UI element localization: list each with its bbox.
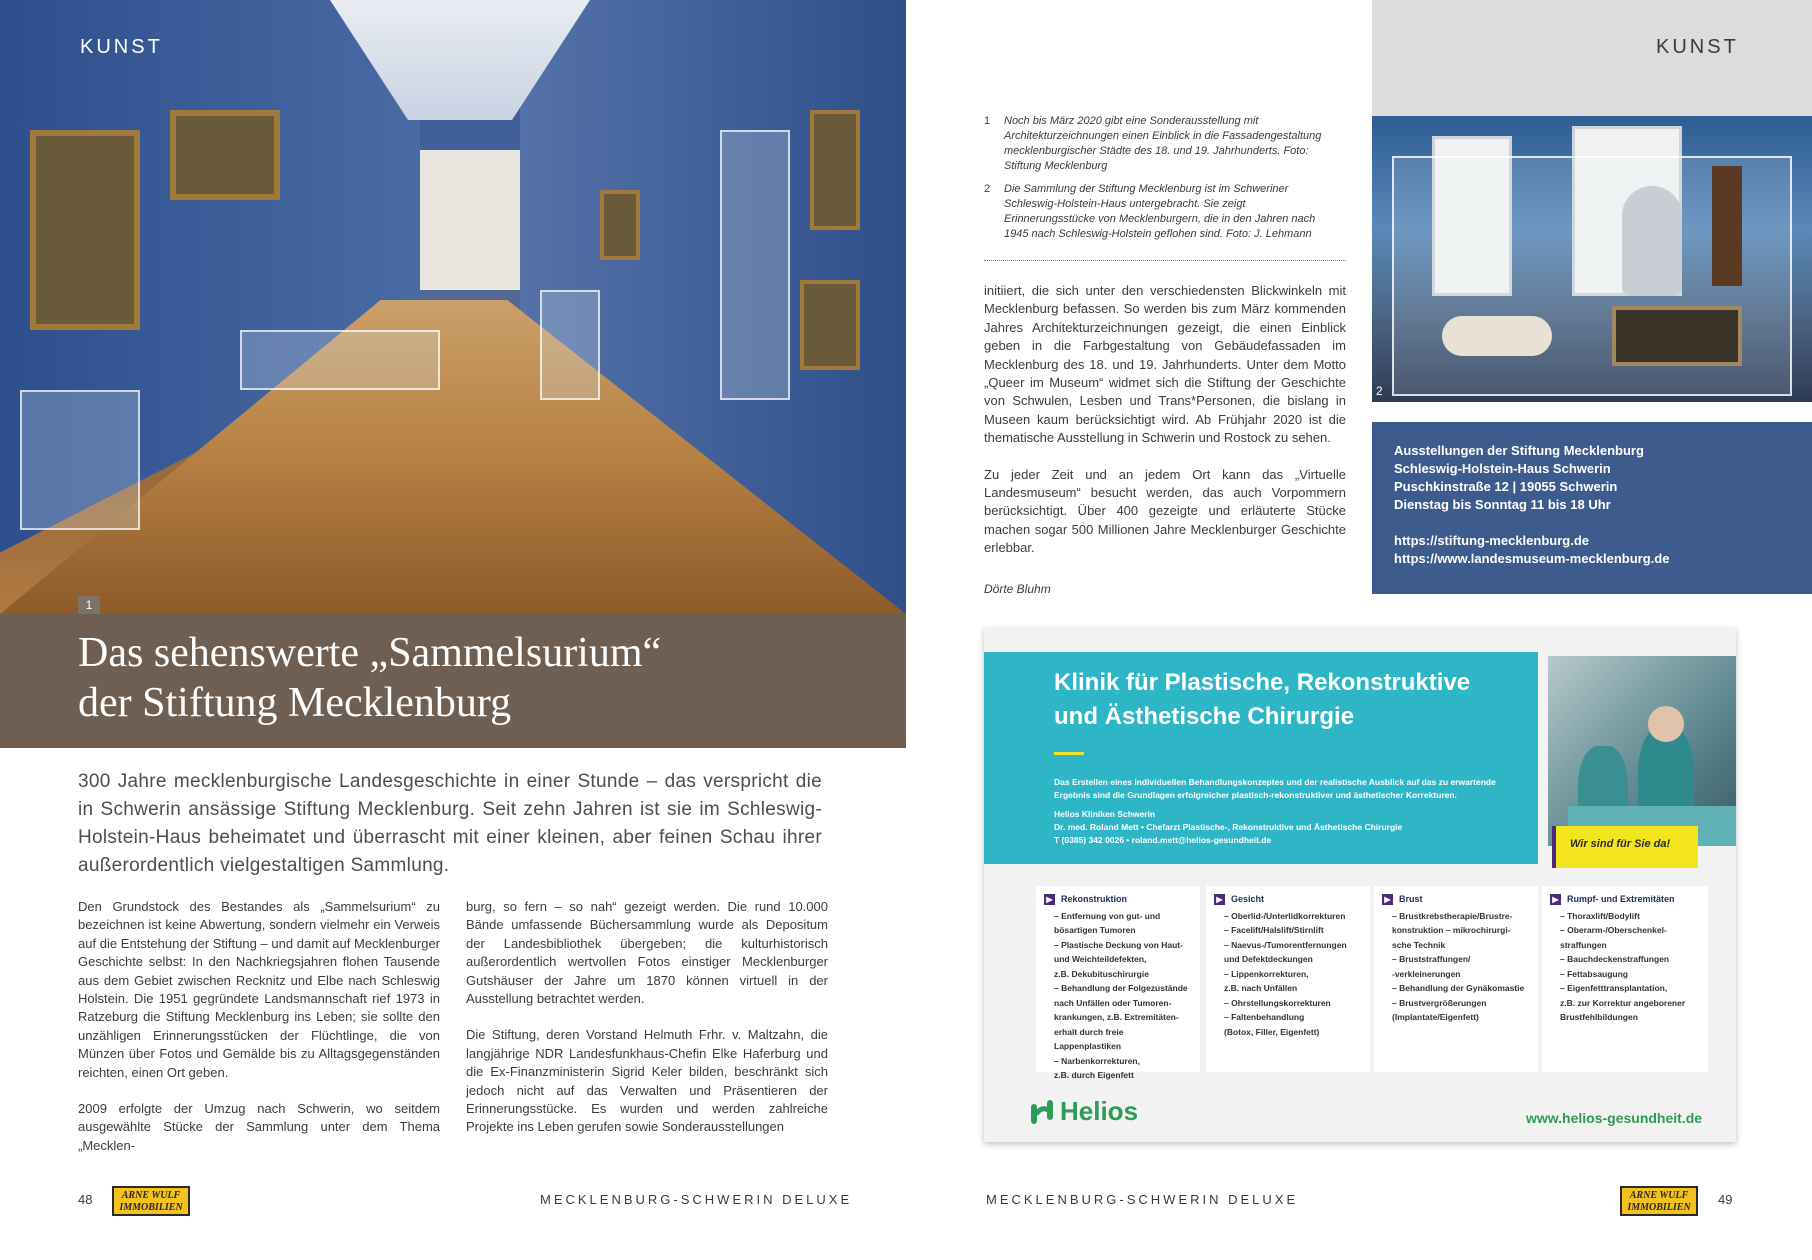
ad-item: – Thoraxlift/Bodylift [1560,910,1640,921]
ad-item: – Behandlung der Gynäkomastie [1392,983,1525,993]
body-column [984,282,1346,558]
surgeon-head [1648,706,1684,742]
info-line: Puschkinstraße 12 | 19055 Schwerin [1394,479,1618,494]
silver-cup [1622,186,1682,296]
exhibition-info-box [1372,422,1812,594]
caption-text: Noch bis März 2020 gibt eine Sonderausstellung mit Architekturzeichnungen einen Einblick in die Fassadengestaltung mecklenburgischer Städte des 18. und 19. Jahrhunderts. Foto: Stiftung Mecklenburg [1004,115,1322,172]
arne-wulf-logo [112,1186,190,1216]
page-number: 48 [78,1192,93,1207]
painting-frame [800,280,860,370]
ad-column-title: Brust [1399,894,1423,904]
body-column [78,898,440,1155]
title-line: der Stiftung Mecklenburg [78,680,512,726]
display-case [20,390,140,530]
ad-item: z.B. durch Eigenfett [1054,1070,1134,1080]
ad-item: – Ohrstellungskorrekturen [1224,997,1331,1008]
ad-item: – Faltenbehandlung [1224,1012,1305,1022]
collection-photo [1372,116,1812,402]
ad-item: – Fettabsaugung [1560,968,1629,979]
ad-item: – Bruststraffungen/ [1392,954,1471,964]
ad-clinic: Helios Kliniken Schwerin [1054,809,1156,819]
ad-intro: Das Erstellen eines individuellen Behandlungskonzeptes und der realistische Ausblick auf das zu erwartende Ergebnis sind die Grundlagen erfolgreicher plastisch-rekonstruktiver und ästhetischer Korrekturen. [1054,777,1496,800]
ad-item: – Behandlung der Folgezustände [1054,983,1188,993]
paragraph: 2009 erfolgte der Umzug nach Schwerin, wo seitdem ausgewählte Stücke der Sammlung unter dem Thema „Mecklen- [78,1101,440,1153]
photo-captions [984,114,1334,250]
ad-headline-line: Klinik für Plastische, Rekonstruktive [1054,669,1471,696]
chevron-right-icon: ▶ [1550,894,1561,905]
painting-frame [170,110,280,200]
logo-text: IMMOBILIEN [1627,1202,1691,1213]
ad-website-link[interactable]: www.helios-gesundheit.de [1526,1110,1703,1126]
chevron-right-icon: ▶ [1044,894,1055,905]
ad-service-column [1206,886,1370,1072]
chevron-right-icon: ▶ [1382,894,1393,905]
magazine-footer: MECKLENBURG-SCHWERIN DELUXE [540,1192,853,1207]
figure-number: 1 [78,596,100,614]
caption-number: 2 [984,183,991,195]
helios-logo [1030,1096,1138,1127]
page-number: 49 [1718,1192,1733,1207]
ad-item: – Eigenfetttransplantation, [1560,983,1668,993]
ad-item: – Facelift/Halslift/Stirnlift [1224,925,1324,935]
ad-item: – Oberlid-/Unterlidkorrekturen [1224,910,1346,921]
ad-item: (Implantate/Eigenfett) [1392,1012,1479,1022]
section-label: KUNST [1656,36,1739,58]
article-lead: 300 Jahre mecklenburgische Landesgeschichte in einer Stunde – das verspricht die in Schwerin ansässige Stiftung Mecklenburg. Seit zehn Jahren ist sie im Schleswig-Holstein-Haus beheimatet und überrascht mit einer kleinen, aber feinen Schau ihrer außerordentlich vielgestaltigen Sammlung. [78,771,822,876]
info-line: Schleswig-Holstein-Haus Schwerin [1394,461,1611,476]
caption-number: 1 [984,115,991,127]
logo-text: IMMOBILIEN [119,1202,183,1213]
ad-column-title: Gesicht [1231,894,1265,904]
logo-text: ARNE WULF [121,1190,181,1201]
ad-item: konstruktion – mikrochirurgi- [1392,925,1511,935]
ad-item: – Entfernung von gut- und [1054,910,1161,921]
caption [984,114,1334,174]
grey-header-block [1372,0,1812,116]
ad-item: – Naevus-/Tumorentfernungen [1224,939,1347,950]
ad-item: z.B. zur Korrektur angeborener [1560,997,1686,1008]
title-line: Das sehenswerte „Sammelsurium“ [78,630,662,676]
figure-number: 2 [1376,384,1383,398]
info-line: Dienstag bis Sonntag 11 bis 18 Uhr [1394,497,1611,512]
ad-item: – Plastische Deckung von Haut- [1054,939,1183,950]
porcelain-cups [1442,316,1552,356]
ad-item: (Botox, Filler, Eigenfett) [1224,1026,1320,1037]
ad-column-heading [1044,892,1192,907]
ad-item: – Lippenkorrekturen, [1224,968,1309,979]
ad-item: Brustfehlbildungen [1560,1012,1638,1022]
ad-item: und Weichteildefekten, [1054,954,1147,964]
ad-item: z.B. Dekubituschirurgie [1054,968,1149,979]
arne-wulf-logo [1620,1186,1698,1216]
ad-headline [1054,666,1514,734]
paragraph: Den Grundstock des Bestandes als „Sammelsurium“ zu bezeichnen ist keine Abwertung, sondern vielmehr ein Verweis auf die Entstehung der Stiftung – und damit auf Mecklenburger Geschichte selbst: In den Nachkriegsjahren flohen Tausende aus dem Gebiet zwischen Recknitz und Elbe nach Schleswig Holstein. Die 1951 gegründete Landsmannschaft rief 1973 in Ratzeburg die Stiftung Mecklenburg ins Leben; sie sollte den unzähligen Erinnerungsstücken der Flüchtlinge, die von Münzen über Fotos und Gemälde bis zu Alltagsgegenständen reichten, einen Ort geben. [78,899,440,1080]
helios-brand-text: Helios [1060,1096,1139,1126]
ad-doctor: Dr. med. Roland Mett • Chefarzt Plastische-, Rekonstruktive und Ästhetische Chirurgie [1054,822,1403,832]
caption-divider [984,260,1346,261]
article-title [78,628,898,728]
ad-item: – Narbenkorrekturen, [1054,1055,1140,1066]
body-column [466,898,828,1137]
ad-item: straffungen [1560,939,1607,950]
ad-item: z.B. nach Unfällen [1224,983,1298,993]
ad-contact: T (0385) 342 0026 • roland.mett@helios-gesundheit.de [1054,835,1272,845]
paragraph: Die Stiftung, deren Vorstand Helmuth Frhr. v. Maltzahn, die langjährige NDR Landesfunkhaus-Chefin Elke Haferburg und die Ex-Finanzministerin Sigrid Keler bilden, beschränkt sich jedoch nicht auf das Verwalten und Präsentieren der Erinnerungsstücke. Es wurden und werden zahlreiche Projekte ins Leben gerufen sowie Sonderausstellungen [466,1027,828,1135]
section-label: KUNST [80,36,163,58]
caption [984,182,1334,242]
display-case [240,330,440,390]
ad-item: erhalt durch freie Lappenplastiken [1054,1026,1124,1051]
ad-column-heading [1550,892,1700,907]
painting-frame [30,130,140,330]
surgery-photo [1548,656,1736,846]
ad-item: – Oberarm-/Oberschenkel- [1560,925,1667,935]
ad-item: krankungen, z.B. Extremitäten- [1054,1012,1179,1022]
painting-frame [600,190,640,260]
ad-column-heading [1214,892,1362,907]
ornate-box [1612,306,1742,366]
ad-accent-rule [1054,752,1084,755]
paragraph: burg, so fern – so nah“ gezeigt werden. Die rund 10.000 Bände umfassende Büchersammlung wurde als Depositum der Landesbibliothek übergeben; die kulturhistorisch außerordentlich wertvollen Fotos einstiger Mecklenburger Gutshäuser der Jahre um 1870 können virtuell in der Ausstellung betrachtet werden. [466,899,828,1007]
ad-headline-line: und Ästhetische Chirurgie [1054,703,1355,730]
chevron-right-icon: ▶ [1214,894,1225,905]
ad-column-heading [1382,892,1530,907]
author-byline: Dörte Bluhm [984,582,1051,596]
ad-service-column [1036,886,1200,1080]
paragraph: initiiert, die sich unter den verschiedensten Blickwinkeln mit Mecklenburg befassen. So werden bis zum März kommenden Jahres Architekturzeichnungen gezeigt, die einen Einblick geben in die Farbgestaltung von Gebäudefassaden im Mecklenburg des 18. und 19. Jahrhunderts. Unter dem Motto „Queer im Museum“ widmet sich die Stiftung der Geschichte von Schwulen, Lesben und Trans*Personen, die bislang in Museen kaum berücksichtigt wird. Ab Frühjahr 2020 ist die thematische Ausstellung in Schwerin und Rostock zu sehen. [984,283,1346,446]
magazine-footer: MECKLENBURG-SCHWERIN DELUXE [986,1192,1299,1207]
spacer [1394,514,1812,532]
ad-column-title: Rekonstruktion [1061,894,1128,904]
info-link[interactable]: https://stiftung-mecklenburg.de [1394,533,1589,548]
museum-interior-photo [0,0,906,614]
ad-service-column [1542,886,1708,1072]
ad-item: -verkleinerungen [1392,968,1461,979]
logo-text: ARNE WULF [1629,1190,1689,1201]
ad-tagline: Wir sind für Sie da! [1552,826,1698,868]
ad-item: – Bauchdeckenstraffungen [1560,954,1670,964]
helios-icon [1030,1098,1054,1126]
ad-body [1054,776,1524,847]
info-line: Ausstellungen der Stiftung Mecklenburg [1394,443,1644,458]
ad-item: nach Unfällen oder Tumoren- [1054,997,1172,1008]
photo-back-room [420,150,520,290]
ad-item: – Brustkrebstherapie/Brustre- [1392,910,1513,921]
caption-text: Die Sammlung der Stiftung Mecklenburg ist im Schweriner Schleswig-Holstein-Haus untergebracht. Sie zeigt Erinnerungsstücke von Mecklenburgern, die in den Jahren nach 1945 nach Schleswig-Holstein geflohen sind. Foto: J. Lehmann [1004,183,1316,240]
ad-item: sche Technik [1392,939,1446,950]
painting-frame [810,110,860,230]
ad-item: bösartigen Tumoren [1054,925,1136,935]
display-case [720,130,790,400]
ad-service-column [1374,886,1538,1072]
ad-item: und Defektdeckungen [1224,954,1313,964]
paragraph: Zu jeder Zeit und an jedem Ort kann das „Virtuelle Landesmuseum“ besucht werden, das auch Vorpommern berücksichtigt. Über 400 gezeigte und erläuterte Stücke machen sogar 500 Millionen Jahre Mecklenburger Geschichte erlebbar. [984,466,1346,556]
wall-clock [1712,166,1742,286]
display-case [540,290,600,400]
info-link[interactable]: https://www.landesmuseum-mecklenburg.de [1394,551,1670,566]
ad-column-title: Rumpf- und Extremitäten [1567,894,1675,904]
ad-item: – Brustvergrößerungen [1392,997,1487,1008]
